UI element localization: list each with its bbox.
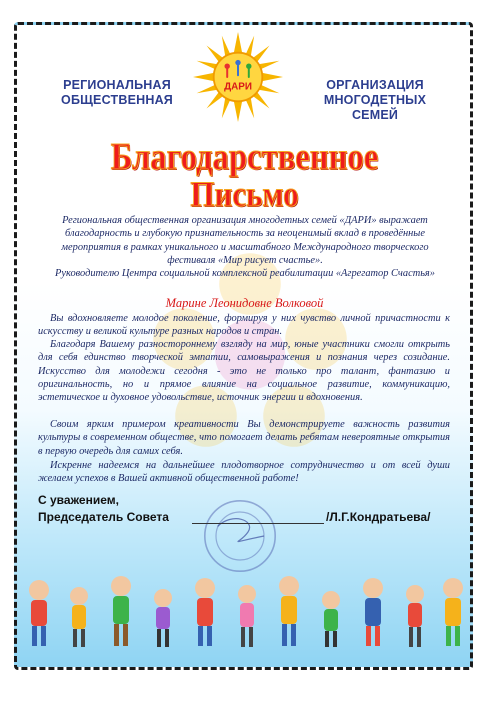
recipient-position: Руководителю Центра социальной комплексной реабилитации «Агрегатор Счастья»: [55, 268, 435, 279]
logo-text: ДАРИ: [224, 81, 252, 93]
closing-regards: С уважением,: [38, 493, 119, 507]
title-line1: Благодарственное: [110, 136, 379, 178]
recipient-name: Марине Леонидовне Волковой: [165, 296, 324, 310]
sun-logo-icon: [193, 32, 283, 122]
title-line2: Письмо: [190, 174, 299, 214]
org-name-left: РЕГИОНАЛЬНАЯ ОБЩЕСТВЕННАЯ: [61, 78, 173, 107]
body-paragraph-1: Вы вдохновляете молодое поколение, формируя у них чувство личной причастности к искусству и великой культуре разных народов и стран.: [38, 313, 450, 338]
signer-role: Председатель Совета: [38, 510, 169, 524]
children-illustration: [17, 560, 473, 668]
org-name-right: ОРГАНИЗАЦИЯ МНОГОДЕТНЫХ СЕМЕЙ: [323, 78, 427, 122]
body-paragraph-4: Искренне надеемся на дальнейшее плодотворное сотрудничество и от всей души желаем успехов в Вашей активной общественной работе!: [38, 460, 450, 485]
intro-text: Региональная общественная организация многодетных семей «ДАРИ» выражает благодарность и глубокую признательность за неоценимый вклад в проведённые мероприятия в рамках уникального и масштабного Международного творческого фестиваля «Мир рисует счастье».: [61, 215, 429, 266]
signer-name: /Л.Г.Кондратьева/: [326, 510, 431, 524]
signature-line: [192, 523, 324, 524]
body-paragraph-3: Своим ярким примером креативности Вы демонстрируете важность развития культуры в современном обществе, что помогает делать ребятам невероятные открытия в первую очередь для самих себя.: [38, 419, 450, 457]
body-paragraph-2: Благодаря Вашему разностороннему взгляду на мир, юные участники смогли открыть для себя единство творческой эмпатии, самовыражения и познания через созидание. Искусство для молодежи сегодня - это не только про талант, фантазию и оригинальность, но и прямое влияние на социальное развитие, коммуникацию, эстетическое и духовное удовольствие, источник энергии и вдохновения.: [38, 339, 450, 404]
